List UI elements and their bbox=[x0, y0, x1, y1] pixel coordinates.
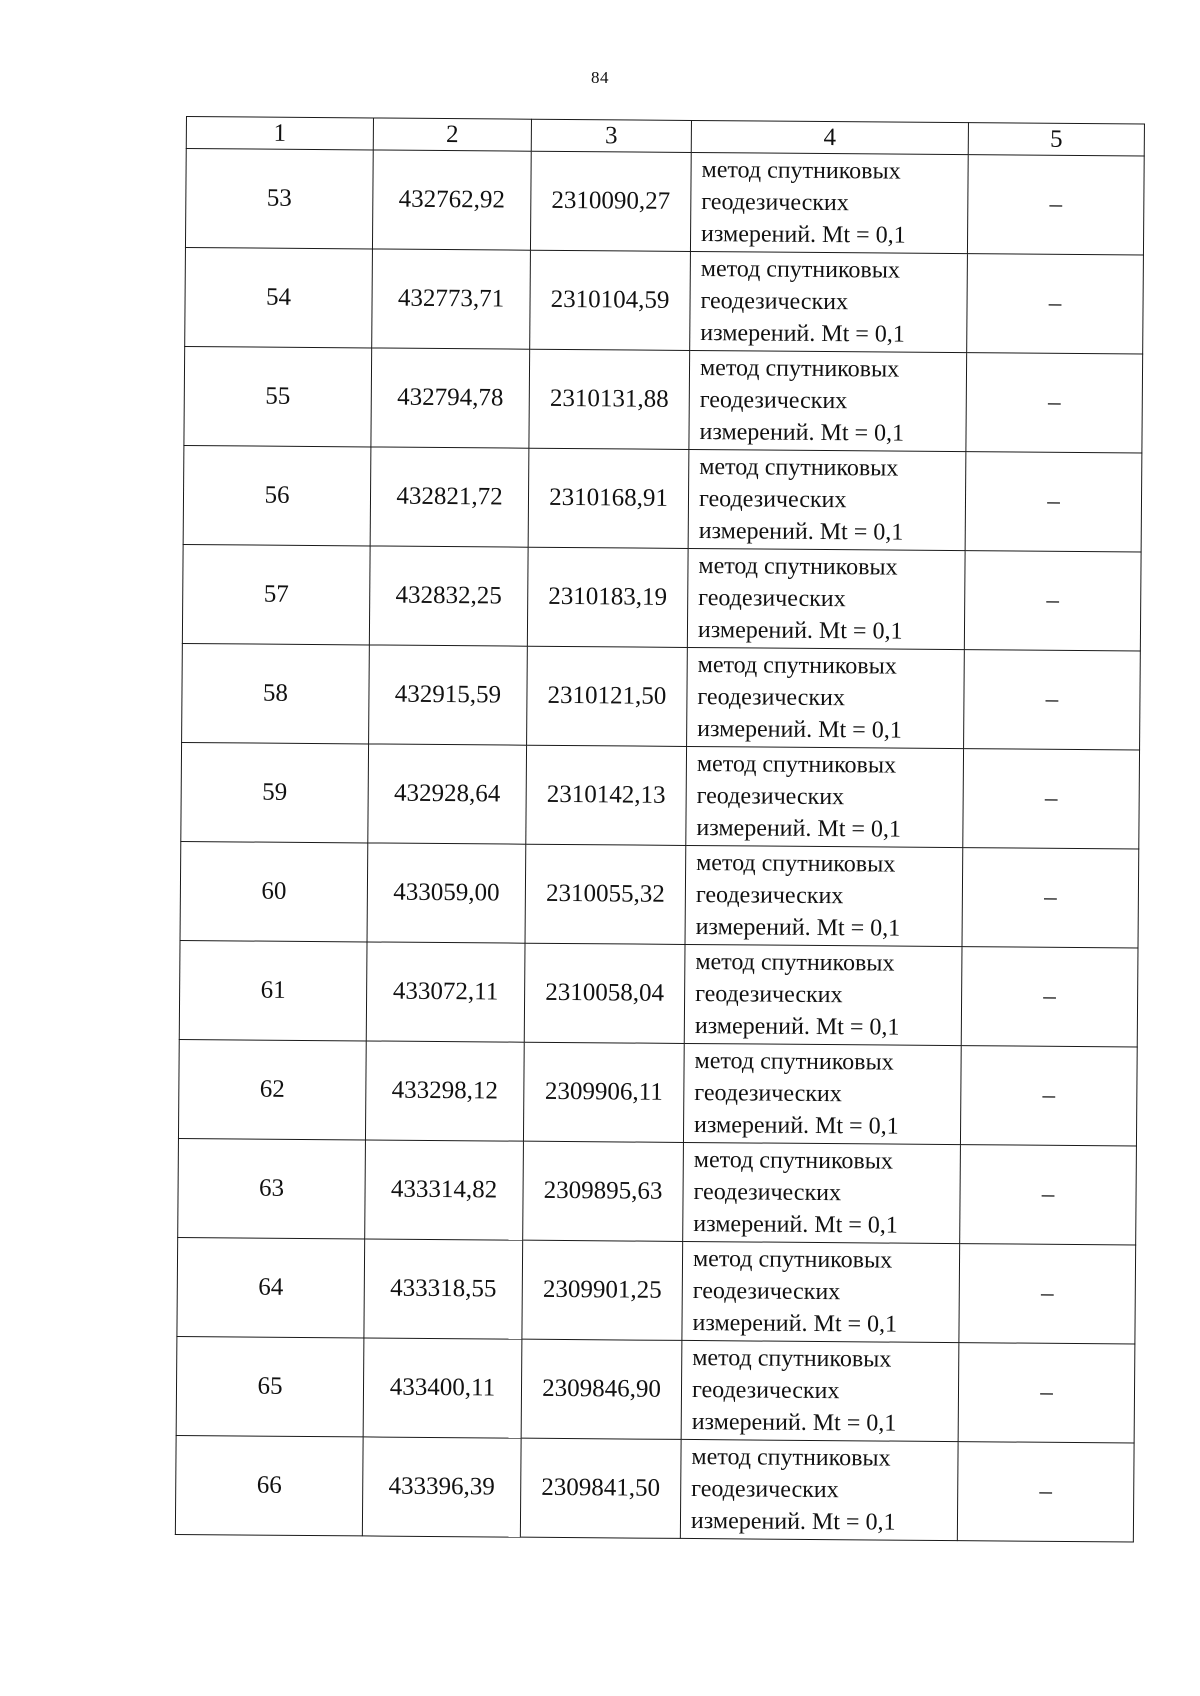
x-coordinate-cell: 432762,92 bbox=[372, 150, 531, 250]
point-number-cell: 63 bbox=[178, 1138, 366, 1238]
table-row bbox=[185, 247, 1144, 354]
y-coordinate-cell: 2309906,11 bbox=[523, 1042, 684, 1142]
point-number-cell: 60 bbox=[180, 841, 368, 941]
method-line: метод спутниковых bbox=[699, 355, 900, 383]
y-coordinate-cell: 2310104,59 bbox=[530, 250, 691, 350]
table-row bbox=[179, 940, 1138, 1047]
point-number-cell: 57 bbox=[182, 544, 370, 644]
method-line: геодезических bbox=[701, 189, 849, 217]
method-cell bbox=[690, 251, 968, 352]
y-coordinate-cell: 2310168,91 bbox=[528, 448, 689, 548]
x-coordinate-cell: 432794,78 bbox=[371, 348, 530, 448]
note-cell: – bbox=[965, 452, 1142, 552]
method-cell bbox=[687, 647, 965, 748]
table-row bbox=[182, 643, 1141, 750]
header-cell-1: 1 bbox=[186, 117, 373, 150]
table-row bbox=[183, 445, 1142, 552]
y-coordinate-cell: 2310183,19 bbox=[527, 547, 688, 647]
method-cell bbox=[681, 1340, 959, 1441]
table-row bbox=[178, 1039, 1137, 1146]
table-row bbox=[185, 149, 1144, 256]
header-cell-2: 2 bbox=[373, 118, 531, 151]
method-line: геодезических bbox=[695, 882, 844, 910]
x-coordinate-cell: 433298,12 bbox=[365, 1041, 524, 1141]
method-line: геодезических bbox=[695, 981, 843, 1009]
table-body bbox=[175, 149, 1144, 1542]
method-line: метод спутниковых bbox=[697, 652, 897, 680]
x-coordinate-cell: 433318,55 bbox=[364, 1239, 523, 1339]
note-cell: – bbox=[958, 1343, 1135, 1443]
y-coordinate-cell: 2310131,88 bbox=[529, 349, 690, 449]
method-line: геодезических bbox=[691, 1476, 839, 1504]
method-line: метод спутниковых bbox=[700, 256, 901, 284]
method-line: метод спутниковых bbox=[699, 454, 899, 482]
method-line: измерений. Mt = 0,1 bbox=[697, 716, 902, 744]
method-cell bbox=[686, 746, 964, 847]
x-coordinate-cell: 433072,11 bbox=[366, 942, 525, 1042]
method-line: геодезических bbox=[693, 1179, 842, 1207]
method-line: геодезических bbox=[691, 1377, 840, 1405]
point-number-cell: 55 bbox=[184, 346, 372, 446]
point-number-cell: 53 bbox=[185, 149, 373, 249]
table-row bbox=[182, 544, 1141, 651]
y-coordinate-cell: 2309846,90 bbox=[521, 1339, 682, 1439]
note-cell: – bbox=[959, 1244, 1136, 1344]
table-row bbox=[180, 841, 1139, 948]
method-line: измерений. Mt = 0,1 bbox=[694, 1013, 900, 1041]
method-cell bbox=[684, 944, 962, 1045]
point-number-cell: 66 bbox=[175, 1435, 363, 1535]
x-coordinate-cell: 432928,64 bbox=[368, 744, 527, 844]
x-coordinate-cell: 432832,25 bbox=[369, 546, 528, 646]
coordinates-table bbox=[175, 116, 1145, 1542]
method-line: метод спутниковых bbox=[693, 1147, 894, 1175]
method-cell bbox=[685, 845, 963, 946]
x-coordinate-cell: 433396,39 bbox=[362, 1437, 521, 1537]
method-line: измерений. Mt = 0,1 bbox=[691, 1409, 897, 1437]
point-number-cell: 59 bbox=[181, 742, 369, 842]
y-coordinate-cell: 2309841,50 bbox=[520, 1438, 681, 1538]
x-coordinate-cell: 432821,72 bbox=[370, 447, 529, 547]
coordinates-table-wrapper bbox=[175, 116, 1144, 1542]
method-cell bbox=[688, 449, 966, 550]
method-line: метод спутниковых bbox=[695, 949, 895, 977]
note-cell: – bbox=[964, 650, 1141, 750]
note-cell: – bbox=[964, 551, 1141, 651]
y-coordinate-cell: 2310142,13 bbox=[526, 745, 687, 845]
y-coordinate-cell: 2310090,27 bbox=[530, 151, 691, 251]
header-cell-5: 5 bbox=[968, 123, 1144, 156]
y-coordinate-cell: 2310121,50 bbox=[527, 646, 688, 746]
method-cell bbox=[683, 1043, 961, 1144]
y-coordinate-cell: 2310058,04 bbox=[524, 943, 685, 1043]
x-coordinate-cell: 432773,71 bbox=[372, 249, 531, 349]
method-line: измерений. Mt = 0,1 bbox=[692, 1310, 898, 1338]
point-number-cell: 56 bbox=[183, 445, 371, 545]
method-line: измерений. Mt = 0,1 bbox=[693, 1211, 898, 1239]
note-cell: – bbox=[963, 749, 1140, 849]
method-line: геодезических bbox=[696, 783, 845, 811]
note-cell: – bbox=[962, 848, 1139, 948]
method-line: метод спутниковых bbox=[692, 1345, 892, 1373]
method-cell bbox=[680, 1439, 958, 1540]
method-cell bbox=[687, 548, 965, 649]
note-cell: – bbox=[961, 947, 1138, 1047]
table-row bbox=[177, 1237, 1136, 1344]
x-coordinate-cell: 432915,59 bbox=[369, 645, 528, 745]
point-number-cell: 58 bbox=[182, 643, 370, 743]
note-cell: – bbox=[967, 254, 1144, 354]
note-cell: – bbox=[967, 155, 1144, 255]
y-coordinate-cell: 2309895,63 bbox=[523, 1141, 684, 1241]
method-cell bbox=[683, 1142, 961, 1243]
page-number: 84 bbox=[591, 68, 609, 87]
method-line: метод спутниковых bbox=[691, 1444, 891, 1472]
y-coordinate-cell: 2310055,32 bbox=[525, 844, 686, 944]
method-line: метод спутниковых bbox=[696, 751, 897, 779]
table-row bbox=[181, 742, 1140, 849]
point-number-cell: 62 bbox=[178, 1039, 366, 1139]
method-line: измерений. Mt = 0,1 bbox=[695, 914, 901, 942]
method-line: метод спутниковых bbox=[692, 1246, 893, 1274]
note-cell: – bbox=[966, 353, 1143, 453]
method-line: геодезических bbox=[698, 585, 846, 613]
method-line: измерений. Mt = 0,1 bbox=[700, 320, 905, 348]
method-line: геодезических bbox=[697, 684, 846, 712]
method-cell bbox=[690, 152, 968, 253]
point-number-cell: 64 bbox=[177, 1237, 365, 1337]
method-line: измерений. Mt = 0,1 bbox=[698, 518, 904, 546]
note-cell: – bbox=[960, 1046, 1137, 1146]
method-line: геодезических bbox=[699, 387, 848, 415]
y-coordinate-cell: 2309901,25 bbox=[522, 1240, 683, 1340]
table-row bbox=[176, 1336, 1135, 1443]
method-line: метод спутниковых bbox=[698, 553, 898, 581]
note-cell: – bbox=[960, 1145, 1137, 1245]
method-line: метод спутниковых bbox=[694, 1048, 894, 1076]
x-coordinate-cell: 433059,00 bbox=[367, 843, 526, 943]
method-cell bbox=[682, 1241, 960, 1342]
x-coordinate-cell: 433314,82 bbox=[365, 1140, 524, 1240]
method-line: метод спутниковых bbox=[696, 850, 896, 878]
method-line: измерений. Mt = 0,1 bbox=[699, 419, 905, 447]
method-line: геодезических bbox=[692, 1278, 841, 1306]
method-line: измерений. Mt = 0,1 bbox=[696, 815, 902, 843]
method-line: геодезических bbox=[698, 486, 847, 514]
method-line: измерений. Mt = 0,1 bbox=[697, 617, 903, 645]
method-line: измерений. Mt = 0,1 bbox=[700, 221, 906, 249]
point-number-cell: 65 bbox=[176, 1336, 364, 1436]
header-cell-4: 4 bbox=[691, 120, 968, 154]
method-line: измерений. Mt = 0,1 bbox=[690, 1508, 896, 1536]
table-row bbox=[178, 1138, 1137, 1245]
table-row bbox=[184, 346, 1143, 453]
table-row bbox=[175, 1435, 1134, 1542]
method-cell bbox=[689, 350, 967, 451]
note-cell: – bbox=[957, 1442, 1134, 1542]
method-line: геодезических bbox=[700, 288, 849, 316]
point-number-cell: 61 bbox=[179, 940, 367, 1040]
method-line: измерений. Mt = 0,1 bbox=[693, 1112, 899, 1140]
point-number-cell: 54 bbox=[185, 247, 373, 347]
method-line: метод спутниковых bbox=[701, 157, 901, 185]
x-coordinate-cell: 433400,11 bbox=[363, 1338, 522, 1438]
header-cell-3: 3 bbox=[531, 119, 691, 152]
method-line: геодезических bbox=[694, 1080, 842, 1108]
